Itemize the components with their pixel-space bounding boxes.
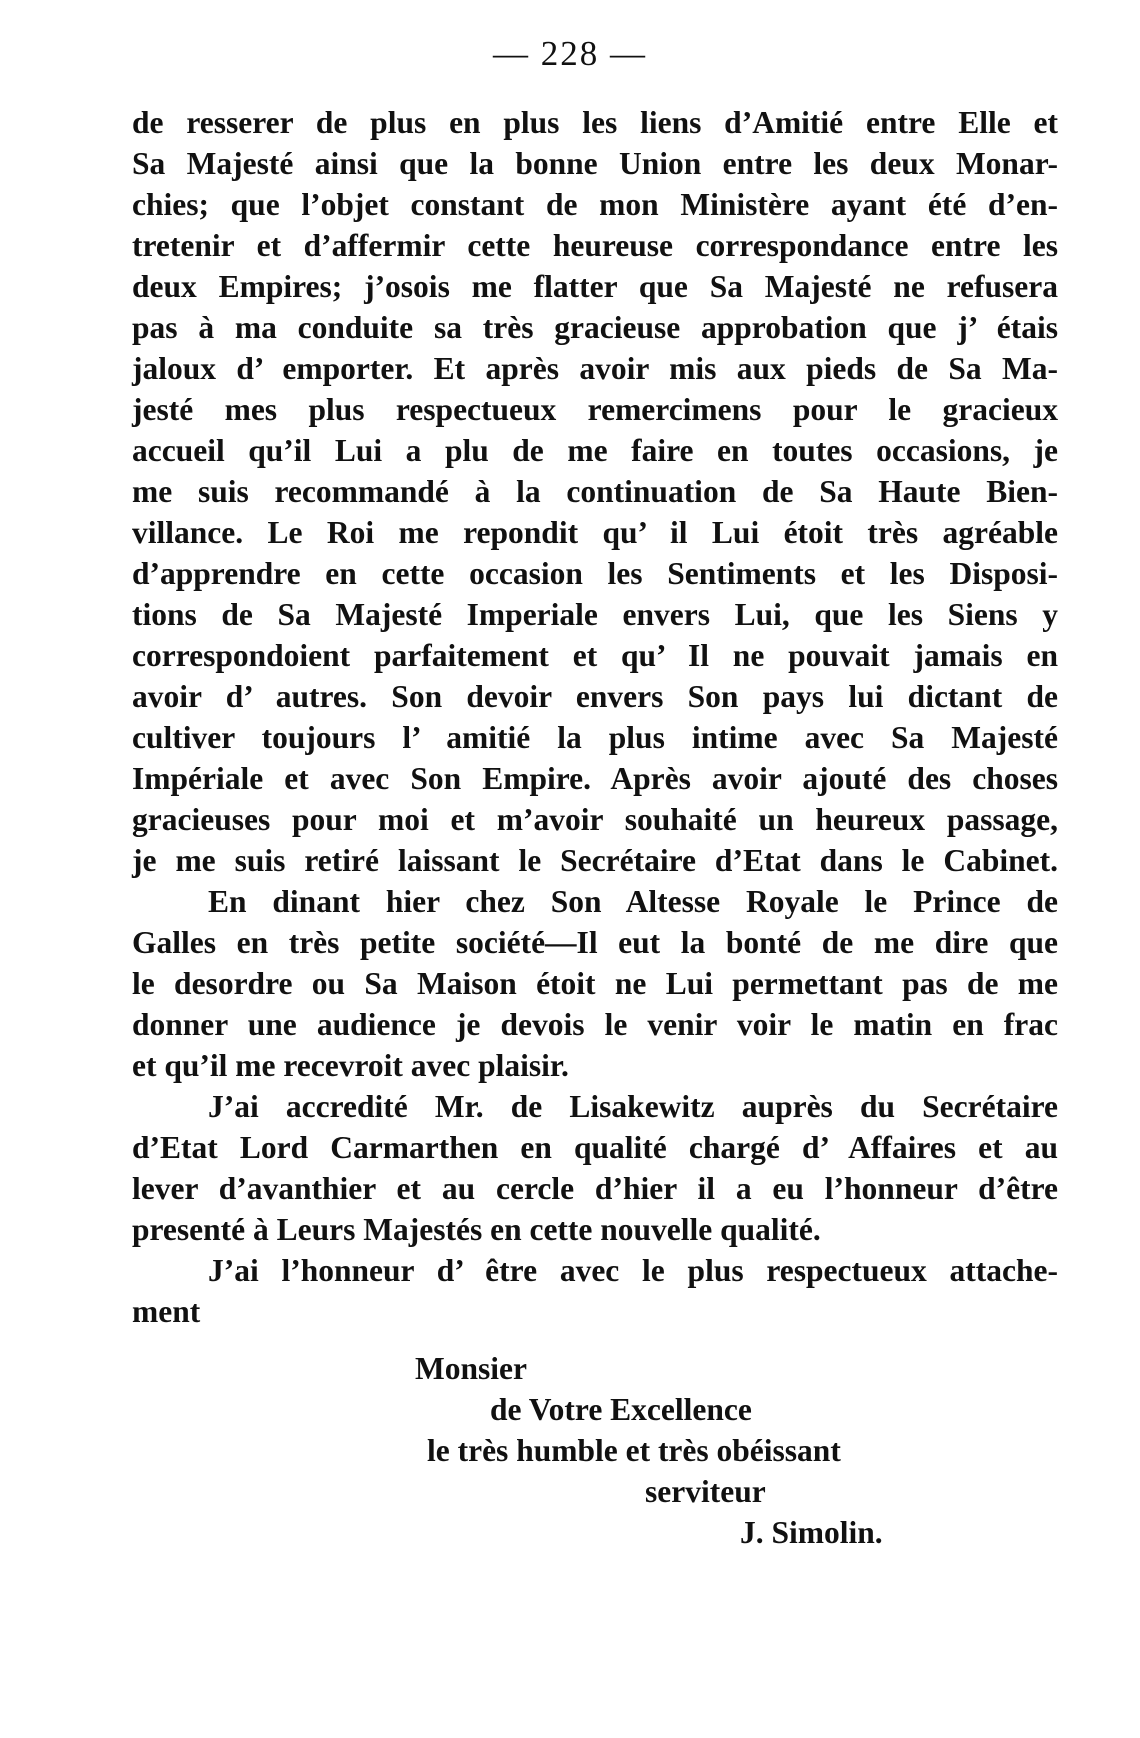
text-line: En dinant hier chez Son Altesse Royale le Prince de xyxy=(208,884,1058,919)
text-line: me suis recommandé à la continuation de Sa Haute Bien- xyxy=(132,474,1058,509)
letter-body xyxy=(132,102,1058,1332)
text-line: cultiver toujours l’ amitié la plus intime avec Sa Majesté xyxy=(132,720,1058,755)
text-line: deux Empires; j’osois me flatter que Sa Majesté ne refusera xyxy=(132,269,1058,304)
text-line: gracieuses pour moi et m’avoir souhaité un heureux passage, xyxy=(132,802,1058,837)
text-line: Sa Majesté ainsi que la bonne Union entre les deux Monar- xyxy=(132,146,1058,181)
text-line: de resserer de plus en plus les liens d’Amitié entre Elle et xyxy=(132,105,1058,140)
text-line: le desordre ou Sa Maison étoit ne Lui permettant pas de me xyxy=(132,966,1058,1001)
text-line: J’ai accredité Mr. de Lisakewitz auprès du Secrétaire xyxy=(208,1089,1058,1124)
text-line: d’apprendre en cette occasion les Sentiments et les Disposi- xyxy=(132,556,1058,591)
text-line: tretenir et d’affermir cette heureuse correspondance entre les xyxy=(132,228,1058,263)
text-line: presenté à Leurs Majestés en cette nouvelle qualité. xyxy=(132,1212,821,1247)
text-line: je me suis retiré laissant le Secrétaire d’Etat dans le Cabinet. xyxy=(132,843,1058,878)
text-line: correspondoient parfaitement et qu’ Il ne pouvait jamais en xyxy=(132,638,1058,673)
text-line: chies; que l’objet constant de mon Ministère ayant été d’en- xyxy=(132,187,1058,222)
text-line: ment xyxy=(132,1294,201,1329)
text-line: Impériale et avec Son Empire. Après avoir ajouté des choses xyxy=(132,761,1058,796)
text-line: jaloux d’ emporter. Et après avoir mis aux pieds de Sa Ma- xyxy=(132,351,1058,386)
signature: J. Simolin. xyxy=(740,1515,883,1550)
text-line: avoir d’ autres. Son devoir envers Son pays lui dictant de xyxy=(132,679,1058,714)
text-line: Galles en très petite société—Il eut la bonté de me dire que xyxy=(132,925,1058,960)
text-line: lever d’avanthier et au cercle d’hier il a eu l’honneur d’être xyxy=(132,1171,1058,1206)
closing-salutation: Monsier xyxy=(415,1351,527,1386)
text-line: d’Etat Lord Carmarthen en qualité chargé d’ Affaires et au xyxy=(132,1130,1058,1165)
text-line: pas à ma conduite sa très gracieuse approbation que j’ étais xyxy=(132,310,1058,345)
text-line: villance. Le Roi me repondit qu’ il Lui étoit très agréable xyxy=(132,515,1058,550)
text-line: accueil qu’il Lui a plu de me faire en toutes occasions, je xyxy=(132,433,1058,468)
text-line: tions de Sa Majesté Imperiale envers Lui, que les Siens y xyxy=(132,597,1058,632)
closing-line-3: serviteur xyxy=(645,1474,766,1509)
text-line: J’ai l’honneur d’ être avec le plus respectueux attache- xyxy=(208,1253,1058,1288)
page-number: — 228 — xyxy=(493,34,647,73)
closing-line-1: de Votre Excellence xyxy=(490,1392,752,1427)
closing-line-2: le très humble et très obéissant xyxy=(427,1433,841,1468)
text-line: et qu’il me recevroit avec plaisir. xyxy=(132,1048,569,1083)
text-line: donner une audience je devois le venir voir le matin en frac xyxy=(132,1007,1058,1042)
text-line: jesté mes plus respectueux remercimens pour le gracieux xyxy=(132,392,1058,427)
